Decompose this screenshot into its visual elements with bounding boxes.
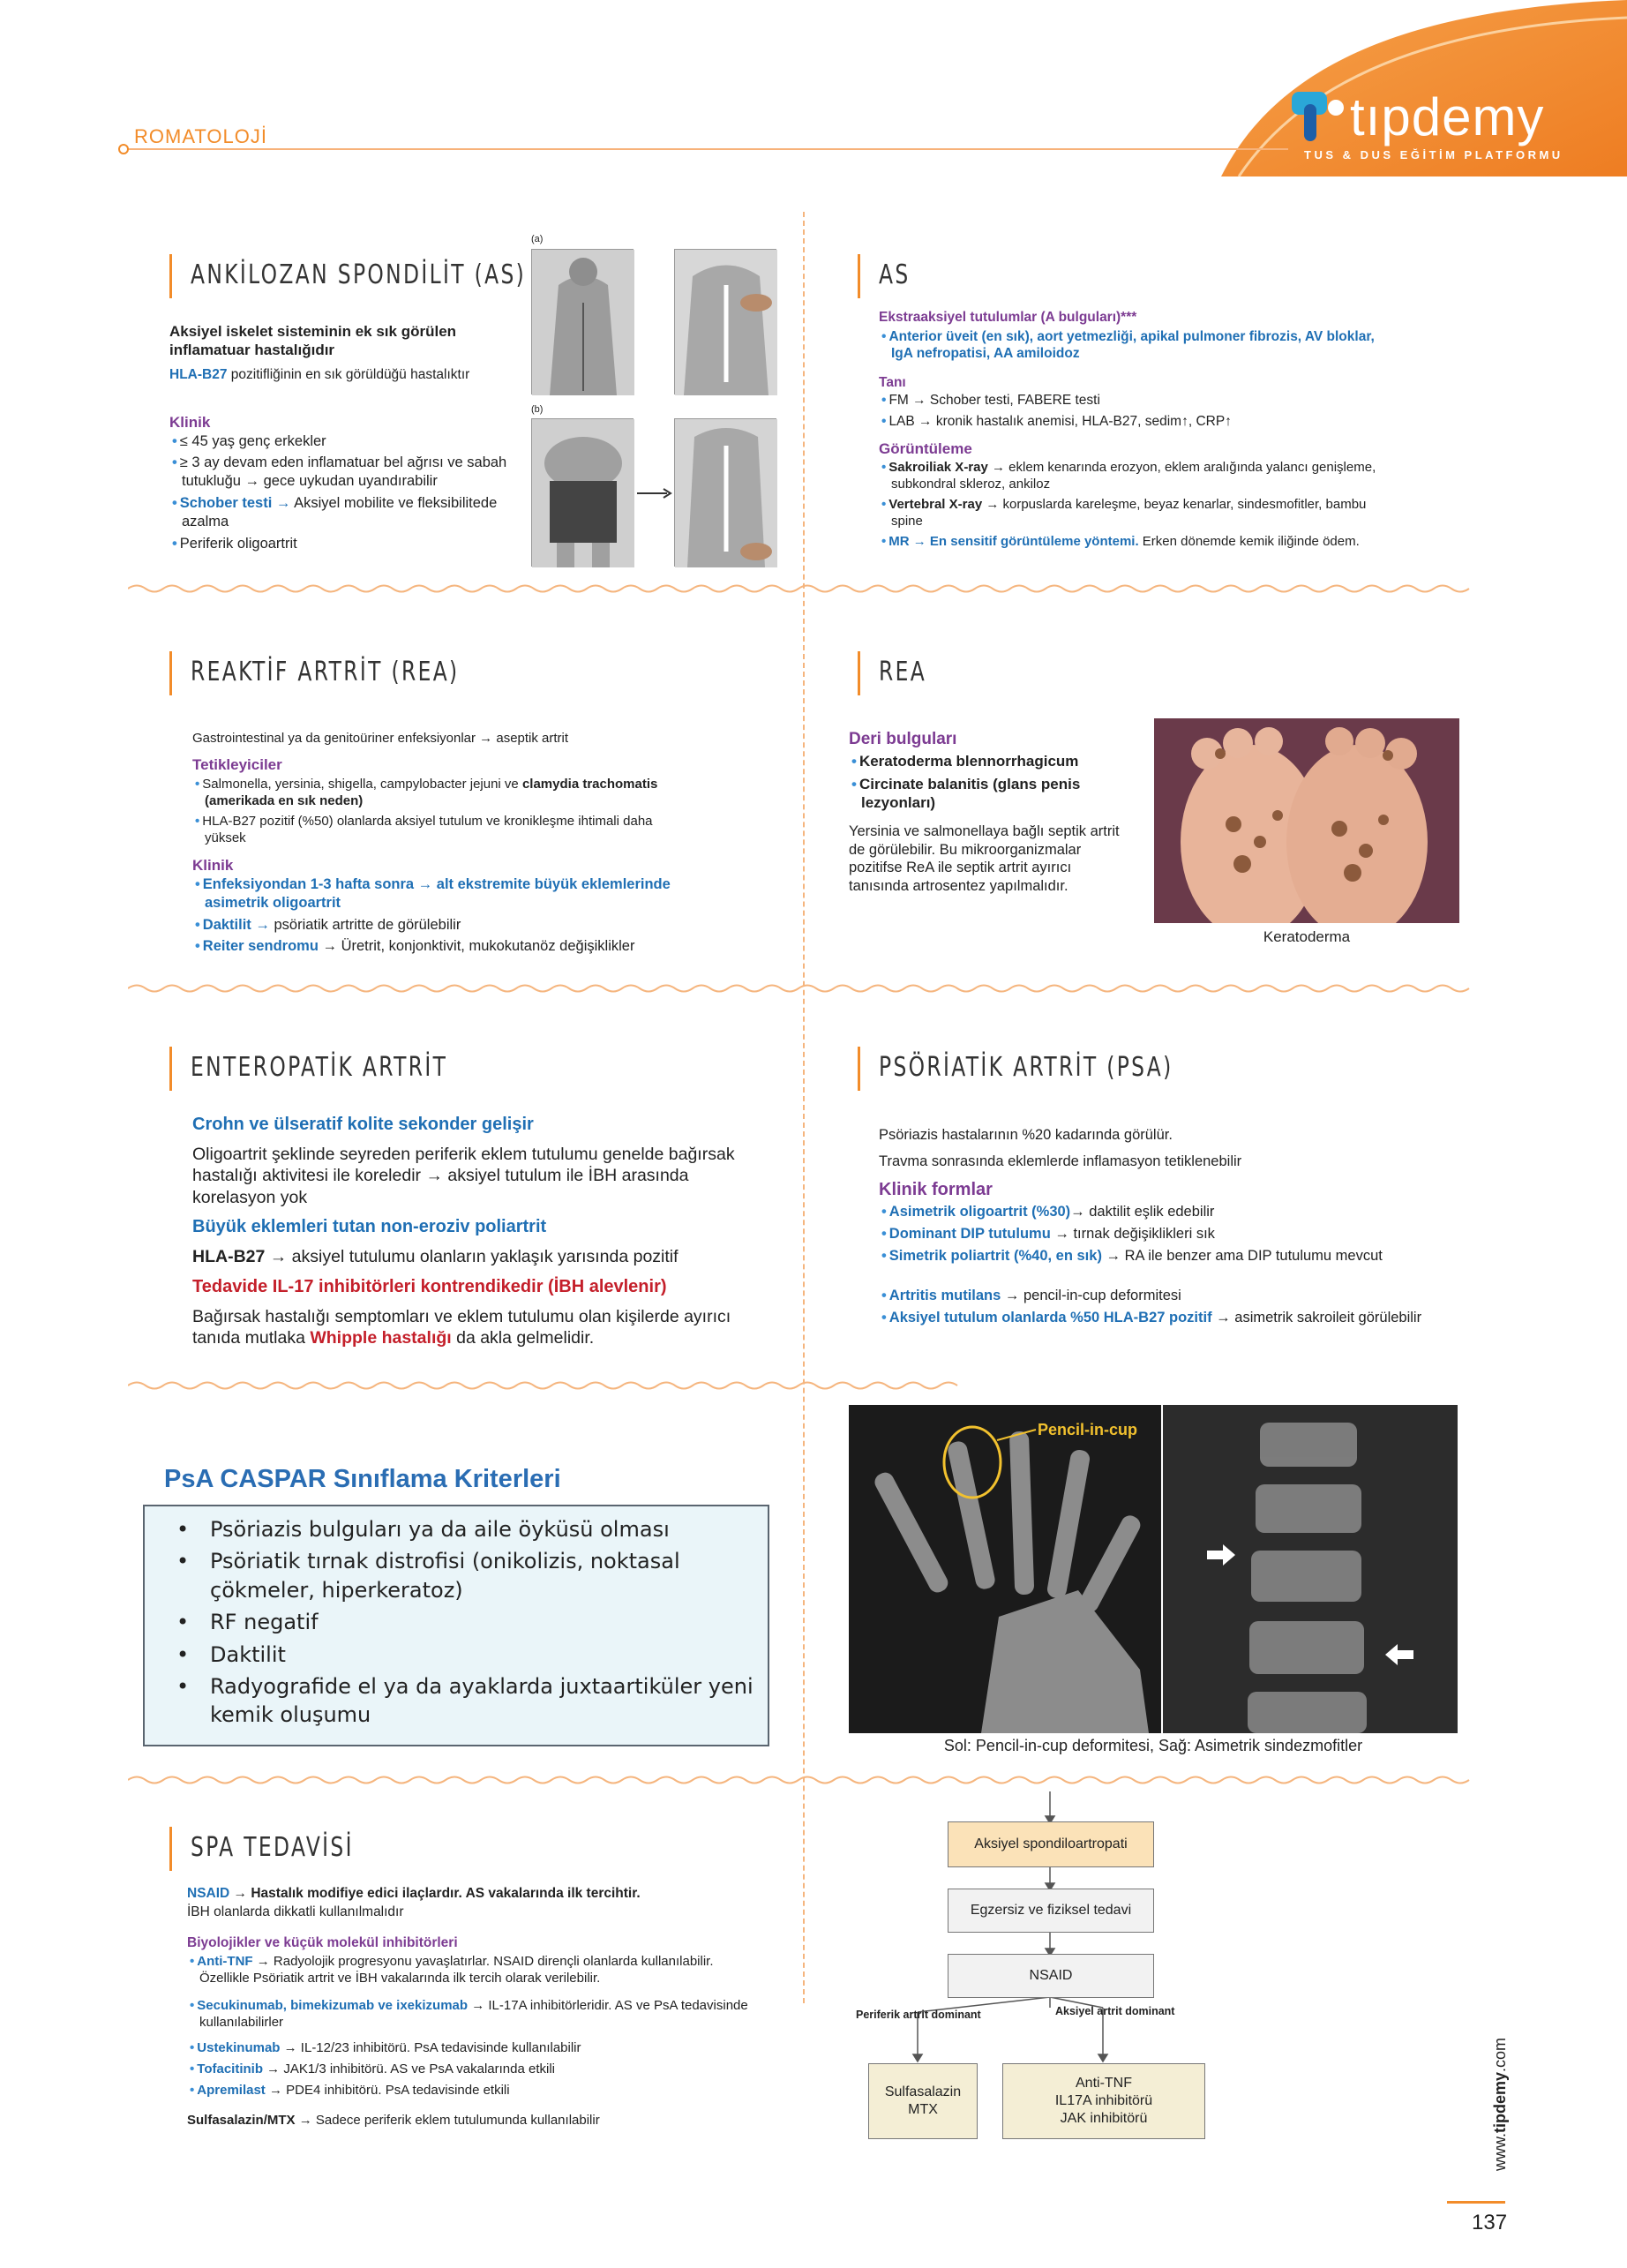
vert-item: • Vertebral X-ray → korpuslarda kareleşme, beyaz kenarlar, sindesmofitler, bambu spine <box>881 497 1367 529</box>
psa-form-1-term: Asimetrik oligoartrit (%30) <box>888 1204 1071 1220</box>
keratoderma-caption: Keratoderma <box>1263 928 1351 945</box>
site-url <box>1491 2038 1510 2171</box>
nsaid-text: → Hastalık modifiye edici ilaçlardır. AS vakalarında ilk tercihtir. <box>229 1886 641 1901</box>
as-item-3: • Schober testi → Aksiyel mobilite ve fleksibilitede azalma <box>172 495 498 529</box>
flow-anti-tnf: Anti-TNF IL17A inhibitörü JAK inhibitörü <box>1002 2063 1205 2139</box>
tani-heading: Tanı <box>879 375 906 390</box>
caspar-item-3: • RF negatif <box>168 1608 768 1636</box>
rea-klinik-2-text: psöriatik artritte de görülebilir <box>269 917 461 933</box>
deri-heading: Deri bulguları <box>849 730 957 748</box>
as-title: ANKİLOZAN SPONDİLİT (AS) <box>191 259 527 290</box>
reiter-term: Reiter sendromu <box>202 938 319 954</box>
spa-last <box>187 2113 769 2129</box>
hand-xray <box>849 1405 1161 1733</box>
entero-red: Tedavide IL-17 inhibitörleri kontrendikedir (İBH alevlenir) <box>192 1277 667 1296</box>
entero-p2-end: da akla gelmelidir. <box>451 1328 595 1348</box>
rea-note: Yersinia ve salmonellaya bağlı septik artrit de görülebilir. Bu mikroorganizmalar pozitifse ReA ile septik artrit ayırıcı tanısında artrosentez yapılmalıdır. <box>849 823 1120 894</box>
keratoderma-photo <box>1154 718 1459 923</box>
spa-item-1: • Anti-TNF → Radyolojik progresyonu yavaşlatırlar. NSAID dirençli olanlarda kullanılabilir. Özellikle Psöriatik artrit ve İBH vakalarında ilk tercih olarak verilebilir. <box>190 1954 714 1986</box>
entero-hla-term: HLA-B27 <box>192 1247 266 1266</box>
spa-last-text: → Sadece periferik eklem tutulumunda kullanılabilir <box>295 2113 600 2128</box>
apremilast-term: Apremilast <box>197 2083 266 2098</box>
sakro-item: • Sakroiliak X-ray → eklem kenarında erozyon, eklem aralığında yalancı genişleme, subkondral skleroz, ankiloz <box>881 460 1376 492</box>
extra-item: • Anterior üveit (en sık), aort yetmezliği, apikal pulmoner fibrozis, AV bloklar, IgA nefropatisi, AA amiloidoz <box>881 329 1375 362</box>
ustekinumab-term: Ustekinumab <box>197 2040 281 2055</box>
as-intro: Aksiyel iskelet sisteminin ek sık görülen inflamatuar hastalığıdır <box>169 323 457 359</box>
entero-p2 <box>192 1306 766 1349</box>
psa-klinik-heading: Klinik formlar <box>879 1180 993 1199</box>
site-url-post: .com <box>1491 2037 1509 2072</box>
psa-form-4-text: → pencil-in-cup deformitesi <box>1001 1288 1181 1303</box>
as-hla-term: HLA-B27 <box>169 367 228 382</box>
rea-klinik-1: • Enfeksiyondan 1-3 hafta sonra → alt ekstremite büyük eklemlerinde asimetrik oligoartrit <box>195 876 671 911</box>
as-hla-rest: pozitifliğinin en sık görüldüğü hastalıktır <box>227 367 470 382</box>
wave-divider-1 <box>128 582 1478 595</box>
title-bar <box>169 651 172 695</box>
schober-photo-b2 <box>674 418 776 567</box>
deri-item-1: • Keratoderma blennorrhagicum <box>851 753 1079 770</box>
tetik-item-1-text: Salmonella, yersinia, shigella, campylobacter jejuni ve <box>202 777 522 792</box>
anti-tnf-term: Anti-TNF <box>197 1954 253 1969</box>
psa-p1: Psöriazis hastalarının %20 kadarında görülür. <box>879 1127 1173 1143</box>
tani-item-1-text: FM → Schober testi, FABERE testi <box>888 393 1100 408</box>
caspar-item-1: • Psöriazis bulguları ya da aile öyküsü olması <box>168 1515 768 1543</box>
tetik-heading: Tetikleyiciler <box>192 756 282 773</box>
title-bar <box>858 651 860 695</box>
tofacitinib-term: Tofacitinib <box>197 2061 263 2076</box>
psa-form-3: • Simetrik poliartrit (%40, en sık) → RA ile benzer ama DIP tutulumu mevcut <box>881 1248 1383 1264</box>
entero-h2: Büyük eklemleri tutan non-eroziv poliartrit <box>192 1217 547 1236</box>
entero-hla <box>192 1246 766 1267</box>
as-item-1: • ≤ 45 yaş genç erkekler <box>172 433 326 449</box>
as-item-2-text: ≥ 3 ay devam eden inflamatuar bel ağrısı ve sabah tutukluğu → gece uykudan uyandırabilir <box>179 454 507 489</box>
spa-item-2: • Secukinumab, bimekizumab ve ixekizumab → IL-17A inhibitörleridir. AS ve PsA tedavisinde kullanılabilirler <box>190 1998 748 2030</box>
schober-photo-a1 <box>531 249 634 394</box>
mr-item: • MR → En sensitif görüntüleme yöntemi. Erken dönemde kemik iliğinde ödem. <box>881 534 1360 549</box>
page-number-rule <box>1447 2201 1505 2204</box>
spa-nsaid-2: İBH olanlarda dikkatli kullanılmalıdır <box>187 1904 404 1919</box>
bio-heading: Biyolojikler ve küçük molekül inhibitörleri <box>187 1935 458 1950</box>
spa-item-3: • Ustekinumab → IL-12/23 inhibitörü. PsA tedavisinde kullanılabilir <box>190 2040 581 2055</box>
wave-divider-4 <box>128 1774 1478 1786</box>
vert-term: Vertebral X-ray <box>888 497 983 512</box>
rea-klinik-3-text: → Üretrit, konjonktivit, mukokutanöz değişiklikler <box>318 938 635 954</box>
spa-nsaid <box>187 1885 752 1902</box>
arrow-right-icon <box>637 487 672 499</box>
as-schober-term: Schober testi → <box>179 495 291 511</box>
spa-item-4-text: → JAK1/3 inhibitörü. AS ve PsA vakalarında etkili <box>262 2061 555 2076</box>
deri-item-2-text: Circinate balanitis (glans penis lezyonları) <box>858 776 1081 812</box>
title-bar <box>169 1047 172 1091</box>
psa-form-5: • Aksiyel tutulum olanlarda %50 HLA-B27 pozitif → asimetrik sakroileit görülebilir <box>881 1310 1422 1326</box>
nsaid-term: NSAID <box>187 1886 230 1901</box>
psa-form-3-term: Simetrik poliartrit (%40, en sık) <box>888 1248 1102 1264</box>
il17-term: Secukinumab, bimekizumab ve ixekizumab <box>197 1998 469 2013</box>
section-tag: ROMATOLOJİ <box>134 125 267 147</box>
fig-a-label: (a) <box>531 234 544 244</box>
tetik-item-1-bold: clamydia trachomatis (amerikada en sık neden) <box>205 777 658 808</box>
page-number: 137 <box>1472 2211 1508 2234</box>
deri-item-2: • Circinate balanitis (glans penis lezyonları) <box>851 776 1081 812</box>
entero-h1: Crohn ve ülseratif kolite sekonder gelişir <box>192 1115 534 1134</box>
tetik-item-1: • Salmonella, yersinia, shigella, campylobacter jejuni ve clamydia trachomatis (amerikada en sık neden) <box>195 777 658 808</box>
rea-klinik-1-text: Enfeksiyondan 1-3 hafta sonra → alt ekstremite büyük eklemlerinde asimetrik oligoartrit <box>202 876 671 911</box>
psa-form-2: • Dominant DIP tutulumu → tırnak değişiklikleri sık <box>881 1226 1215 1242</box>
entero-hla-text: → aksiyel tutulumu olanların yaklaşık yarısında pozitif <box>265 1247 679 1266</box>
flow-sulfasalazin: Sulfasalazin MTX <box>868 2063 978 2139</box>
psa-form-4: • Artritis mutilans → pencil-in-cup deformitesi <box>881 1288 1181 1303</box>
whipple-term: Whipple hastalığı <box>310 1328 452 1348</box>
entero-p2-text: Bağırsak hastalığı semptomları ve eklem tutulumu olan kişilerde ayırıcı tanıda mutlaka <box>192 1307 731 1348</box>
as-item-1-text: ≤ 45 yaş genç erkekler <box>179 433 326 449</box>
title-bar <box>858 254 860 298</box>
entero-p1: Oligoartrit şeklinde seyreden periferik eklem tutulumu genelde bağırsak hastalığı aktivitesi ile koreledir → aksiyel tutulum ile İBH arasında korelasyon yok <box>192 1145 735 1207</box>
rea-title: REAKTİF ARTRİT (REA) <box>191 657 460 687</box>
vert-text: → korpuslarda kareleşme, beyaz kenarlar, sindesmofitler, bambu spine <box>891 497 1367 529</box>
spine-xray <box>1163 1405 1458 1733</box>
brand-name: tıpdemy <box>1350 87 1545 146</box>
rea-klinik-heading: Klinik <box>192 857 234 874</box>
rea-intro: Gastrointestinal ya da genitoüriner enfeksiyonlar → aseptik artrit <box>192 731 569 746</box>
xray-caption: Sol: Pencil-in-cup deformitesi, Sağ: Asimetrik sindezmofitler <box>943 1737 1363 1754</box>
rea-klinik-2: • Daktilit → psöriatik artritte de görülebilir <box>195 917 461 933</box>
as-right-title: AS <box>879 259 911 290</box>
mr-text: Erken dönemde kemik iliğinde ödem. <box>1138 534 1360 549</box>
title-bar <box>858 1047 860 1091</box>
flow-right-note: Aksiyel artrit dominant <box>1055 2005 1175 2017</box>
extra-item-text: Anterior üveit (en sık), aort yetmezliği, apikal pulmoner fibrozis, AV bloklar, IgA nefropatisi, AA amiloidoz <box>888 329 1375 362</box>
column-divider <box>803 212 805 2003</box>
as-item-4: • Periferik oligoartrit <box>172 536 297 552</box>
flow-aksiyel: Aksiyel spondiloartropati <box>948 1821 1154 1867</box>
psa-title: PSÖRİATİK ARTRİT (PSA) <box>879 1052 1173 1083</box>
fig-b-label: (b) <box>531 404 544 415</box>
site-url-pre: www. <box>1491 2132 1509 2171</box>
psa-form-3-text: → RA ile benzer ama DIP tutulumu mevcut <box>1101 1248 1383 1264</box>
caspar-title: PsA CASPAR Sınıflama Kriterleri <box>164 1465 561 1493</box>
caspar-item-4: • Daktilit <box>168 1641 768 1669</box>
deri-item-1-text: Keratoderma blennorrhagicum <box>858 753 1079 770</box>
caspar-item-2: • Psöriatik tırnak distrofisi (onikolizis, noktasal çökmeler, hiperkeratoz) <box>168 1547 768 1604</box>
psa-form-1-text: → daktilit eşlik edebilir <box>1070 1204 1215 1220</box>
tani-item-2: • LAB → kronik hastalık anemisi, HLA-B27, sedim↑, CRP↑ <box>881 414 1232 429</box>
as-klinik-heading: Klinik <box>169 414 211 431</box>
spa-item-4: • Tofacitinib → JAK1/3 inhibitörü. AS ve PsA vakalarında etkili <box>190 2061 555 2076</box>
wave-divider-2 <box>128 982 1478 995</box>
wave-divider-3 <box>128 1379 1478 1392</box>
caspar-item-5: • Radyografide el ya da ayaklarda juxtaartiküler yeni kemik oluşumu <box>168 1672 768 1730</box>
sakro-term: Sakroiliak X-ray <box>888 460 988 475</box>
sakro-text: → eklem kenarında erozyon, eklem aralığında yalancı genişleme, subkondral skleroz, ankiloz <box>891 460 1376 492</box>
mr-term: MR → En sensitif görüntüleme yöntemi. <box>888 534 1139 549</box>
flow-egzersiz: Egzersiz ve fiziksel tedavi <box>948 1889 1154 1933</box>
tani-item-1: • FM → Schober testi, FABERE testi <box>881 393 1100 408</box>
as-hla <box>169 366 487 383</box>
as-item-2: • ≥ 3 ay devam eden inflamatuar bel ağrısı ve sabah tutukluğu → gece uykudan uyandırabilir <box>172 454 507 489</box>
tani-item-2-text: LAB → kronik hastalık anemisi, HLA-B27, sedim↑, CRP↑ <box>888 414 1232 429</box>
pencil-in-cup-label: Pencil-in-cup <box>1038 1421 1138 1438</box>
tetik-item-2: • HLA-B27 pozitif (%50) olanlarda aksiyel tutulum ve kronikleşme ihtimali daha yüksek <box>195 814 653 845</box>
psa-form-2-text: → tırnak değişiklikleri sık <box>1050 1226 1215 1242</box>
site-url-brand: tipdemy <box>1491 2071 1509 2133</box>
caspar-box <box>143 1505 769 1746</box>
psa-form-2-term: Dominant DIP tutulumu <box>888 1226 1051 1242</box>
flow-left-note: Periferik artrit dominant <box>856 2009 981 2021</box>
schober-photo-a2 <box>674 249 776 394</box>
psa-form-4-term: Artritis mutilans <box>888 1288 1001 1303</box>
as-item-4-text: Periferik oligoartrit <box>179 536 297 552</box>
header-rule <box>124 148 1288 150</box>
goruntuleme-heading: Görüntüleme <box>879 440 972 457</box>
title-bar <box>169 254 172 298</box>
daktilit-term: Daktilit → <box>202 917 270 933</box>
psa-form-5-term: Aksiyel tutulum olanlarda %50 HLA-B27 pozitif <box>888 1310 1212 1326</box>
spa-item-3-text: → IL-12/23 inhibitörü. PsA tedavisinde kullanılabilir <box>280 2040 581 2055</box>
rea-right-title: REA <box>879 657 927 687</box>
spa-item-1-text: → Radyolojik progresyonu yavaşlatırlar. NSAID dirençli olanlarda kullanılabilir. Özellikle Psöriatik artrit ve İBH vakalarında ilk tercih olarak verilebilir. <box>199 1954 714 1986</box>
spa-item-2-text: → IL-17A inhibitörleridir. AS ve PsA tedavisinde kullanılabilirler <box>199 1998 748 2030</box>
logo-icon <box>1288 88 1350 150</box>
schober-photo-b1 <box>531 418 634 567</box>
sulfasalazin-term: Sulfasalazin/MTX <box>187 2113 296 2128</box>
tetik-item-2-text: HLA-B27 pozitif (%50) olanlarda aksiyel tutulum ve kronikleşme ihtimali daha yüksek <box>202 814 653 845</box>
psa-form-5-text: → asimetrik sakroileit görülebilir <box>1211 1310 1422 1326</box>
header-dot <box>118 144 129 154</box>
spa-title: SPA TEDAVİSİ <box>191 1832 354 1863</box>
entero-title: ENTEROPATİK ARTRİT <box>191 1052 448 1083</box>
as-schober-rest: Aksiyel mobilite ve fleksibilitede azalma <box>182 495 498 529</box>
psa-p2: Travma sonrasında eklemlerde inflamasyon tetiklenebilir <box>879 1153 1242 1169</box>
brand-tagline: TUS & DUS EĞİTİM PLATFORMU <box>1304 148 1563 161</box>
spa-item-5-text: → PDE4 inhibitörü. PsA tedavisinde etkili <box>265 2083 510 2098</box>
title-bar <box>169 1827 172 1871</box>
psa-form-1: • Asimetrik oligoartrit (%30)→ daktilit eşlik edebilir <box>881 1204 1215 1220</box>
flow-nsaid: NSAID <box>948 1954 1154 1998</box>
rea-klinik-3: • Reiter sendromu → Üretrit, konjonktivit, mukokutanöz değişiklikler <box>195 938 635 954</box>
spa-item-5: • Apremilast → PDE4 inhibitörü. PsA tedavisinde etkili <box>190 2083 510 2098</box>
extra-heading: Ekstraaksiyel tutulumlar (A bulguları)*** <box>879 310 1137 325</box>
